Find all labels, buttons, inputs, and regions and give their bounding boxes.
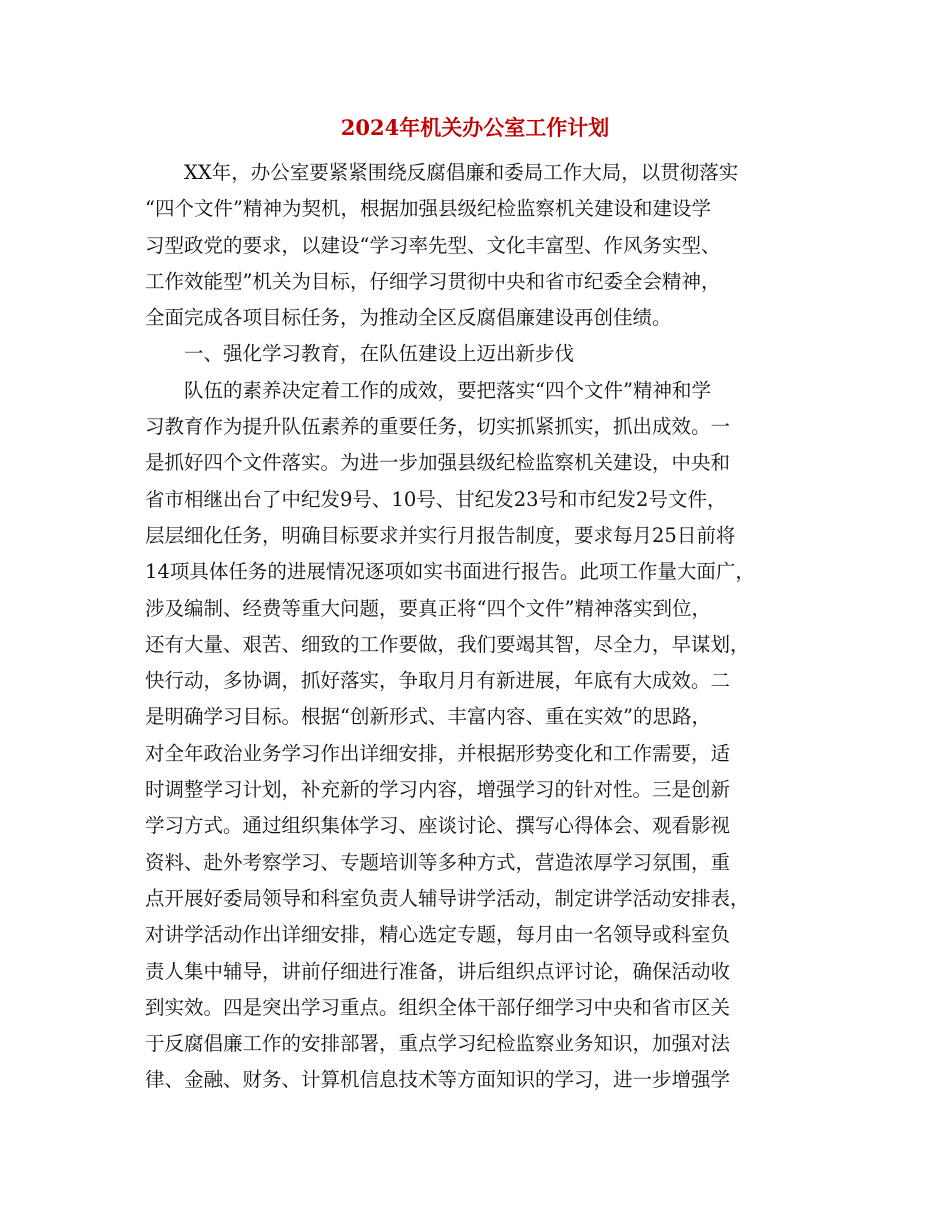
text-line: 是明确学习目标。根据“创新形式、丰富内容、重在实效”的思路，: [145, 705, 711, 729]
text-line: “四个文件”精神为契机，根据加强县级纪检监察机关建设和建设学: [145, 197, 711, 221]
document-body: [145, 155, 810, 1099]
document-title: 2024年机关办公室工作计划: [340, 115, 610, 140]
text-line: 习型政党的要求，以建设“学习率先型、文化丰富型、作风务实型、: [145, 233, 721, 257]
text-line: XX年，办公室要紧紧围绕反腐倡廉和委局工作大局，以贯彻落实: [184, 161, 739, 184]
text-line: 于反腐倡廉工作的安排部署，重点学习纪检监察业务知识，加强对法: [145, 1032, 731, 1056]
text-line: 是抓好四个文件落实。为进一步加强县级纪检监察机关建设，中央和: [145, 451, 731, 475]
text-line: 全面完成各项目标任务，为推动全区反腐倡廉建设再创佳绩。: [145, 306, 672, 330]
text-line: 工作效能型”机关为目标，仔细学习贯彻中央和省市纪委全会精神，: [145, 269, 721, 293]
text-line: 14项具体任务的进展情况逐项如实书面进行报告。此项工作量大面广，: [145, 560, 755, 584]
text-line: 习教育作为提升队伍素养的重要任务，切实抓紧抓实，抓出成效。一: [145, 415, 731, 439]
text-line: 一、强化学习教育，在队伍建设上迈出新步伐: [184, 342, 575, 366]
text-line: 对讲学活动作出详细安排，精心选定专题，每月由一名领导或科室负: [145, 923, 731, 947]
text-line: 快行动，多协调，抓好落实，争取月月有新进展，年底有大成效。二: [145, 669, 731, 693]
text-line: 时调整学习计划，补充新的学习内容，增强学习的针对性。三是创新: [145, 778, 731, 802]
text-line: 省市相继出台了中纪发9号、10号、甘纪发23号和市纪发2号文件，: [145, 487, 727, 511]
text-line: 层层细化任务，明确目标要求并实行月报告制度，要求每月25日前将: [145, 523, 736, 547]
text-line: 责人集中辅导，讲前仔细进行准备，讲后组织点评讨论，确保活动收: [145, 959, 731, 983]
text-line: 对全年政治业务学习作出详细安排，并根据形势变化和工作需要，适: [145, 741, 731, 765]
text-line: 到实效。四是突出学习重点。组织全体干部仔细学习中央和省市区关: [145, 995, 731, 1019]
text-line: 还有大量、艰苦、细致的工作要做，我们要竭其智，尽全力，早谋划，: [145, 632, 750, 656]
text-line: 点开展好委局领导和科室负责人辅导讲学活动，制定讲学活动安排表，: [145, 886, 750, 910]
text-line: 学习方式。通过组织集体学习、座谈讨论、撰写心得体会、观看影视: [145, 814, 731, 838]
text-line: 队伍的素养决定着工作的成效，要把落实“四个文件”精神和学: [184, 378, 711, 402]
text-line: 涉及编制、经费等重大问题，要真正将“四个文件”精神落实到位，: [145, 596, 711, 620]
text-line: 资料、赴外考察学习、专题培训等多种方式，营造浓厚学习氛围，重: [145, 850, 731, 874]
text-line: 律、金融、财务、计算机信息技术等方面知识的学习，进一步增强学: [145, 1068, 731, 1092]
